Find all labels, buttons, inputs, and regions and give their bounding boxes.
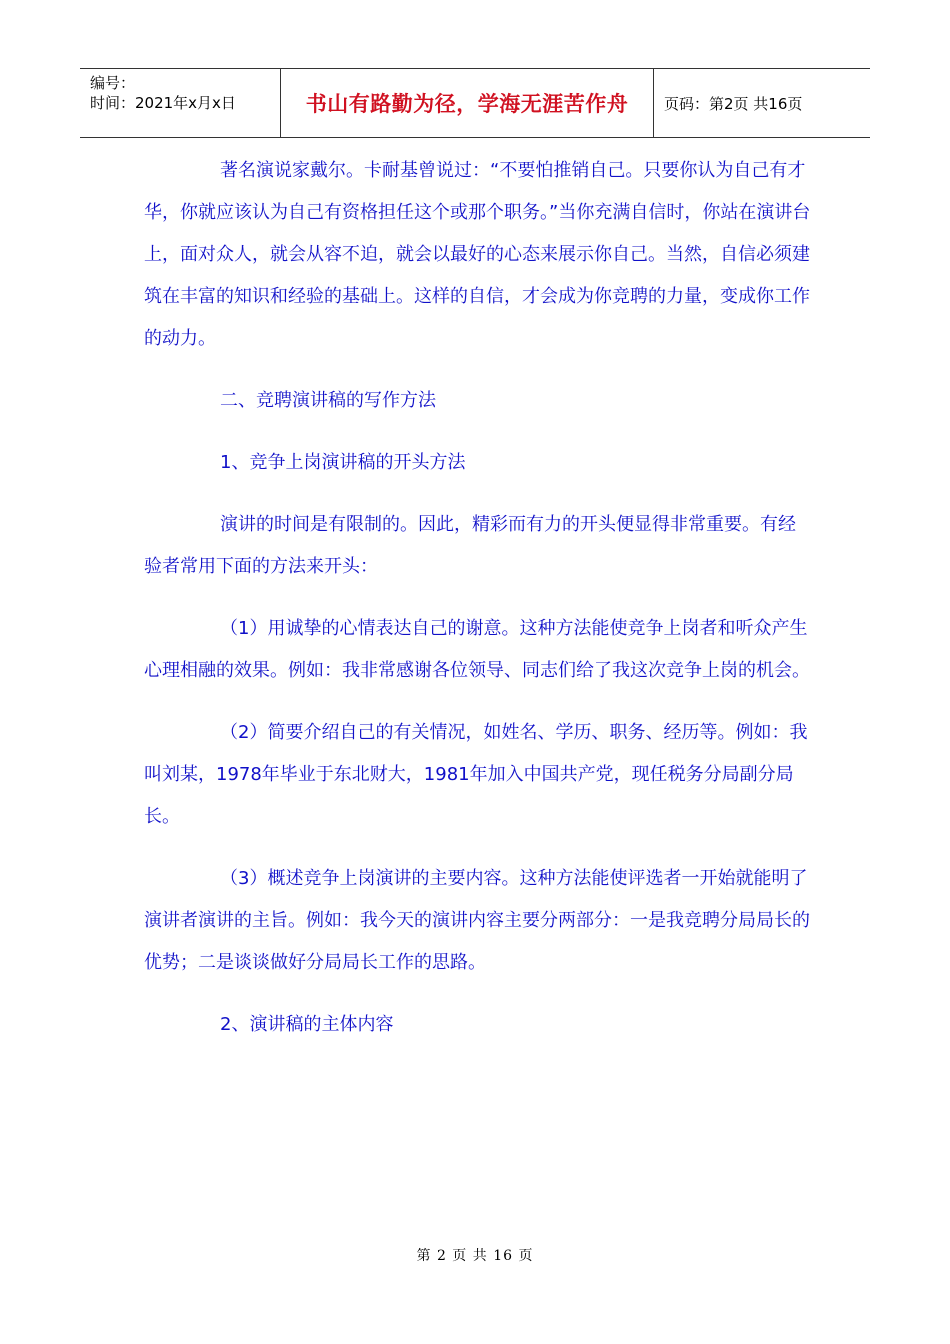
list-item: （2）简要介绍自己的有关情况，如姓名、学历、职务、经历等。例如：我叫刘某，1978年毕业于东北财大，1981年加入中国共产党，现任税务分局副分局长。 bbox=[144, 722, 808, 827]
page-footer: 第 2 页 共 16 页 bbox=[416, 1248, 534, 1264]
subsection-heading: 1、竞争上岗演讲稿的开头方法 bbox=[220, 452, 466, 473]
document-body bbox=[144, 150, 812, 1046]
paragraph: 演讲的时间是有限制的。因此，精彩而有力的开头便显得非常重要。有经验者常用下面的方法来开头： bbox=[144, 514, 796, 577]
subsection-heading: 2、演讲稿的主体内容 bbox=[220, 1014, 394, 1035]
number-label: 编号： bbox=[90, 74, 136, 92]
time-label: 时间：2021年x月x日 bbox=[90, 94, 236, 112]
list-item: （3）概述竞争上岗演讲的主要内容。这种方法能使评选者一开始就能明了演讲者演讲的主旨。例如：我今天的演讲内容主要分两部分：一是我竞聘分局局长的优势；二是谈谈做好分局局长工作的思路。 bbox=[144, 868, 810, 973]
header-page-info: 页码：第2页 共16页 bbox=[664, 94, 803, 113]
section-heading: 二、竞聘演讲稿的写作方法 bbox=[220, 390, 436, 411]
header-motto: 书山有路勤为径，学海无涯苦作舟 bbox=[281, 69, 654, 137]
list-item: （1）用诚挚的心情表达自己的谢意。这种方法能使竞争上岗者和听众产生心理相融的效果。例如：我非常感谢各位领导、同志们给了我这次竞争上岗的机会。 bbox=[144, 618, 810, 681]
page-header bbox=[80, 68, 870, 138]
paragraph-intro: 著名演说家戴尔。卡耐基曾说过：“不要怕推销自己。只要你认为自己有才华，你就应该认为自己有资格担任这个或那个职务。”当你充满自信时，你站在演讲台上，面对众人，就会从容不迫，就会以最好的心态来展示你自己。当然，自信必须建筑在丰富的知识和经验的基础上。这样的自信，才会成为你竞聘的力量，变成你工作的动力。 bbox=[144, 160, 811, 349]
header-meta bbox=[80, 69, 281, 137]
